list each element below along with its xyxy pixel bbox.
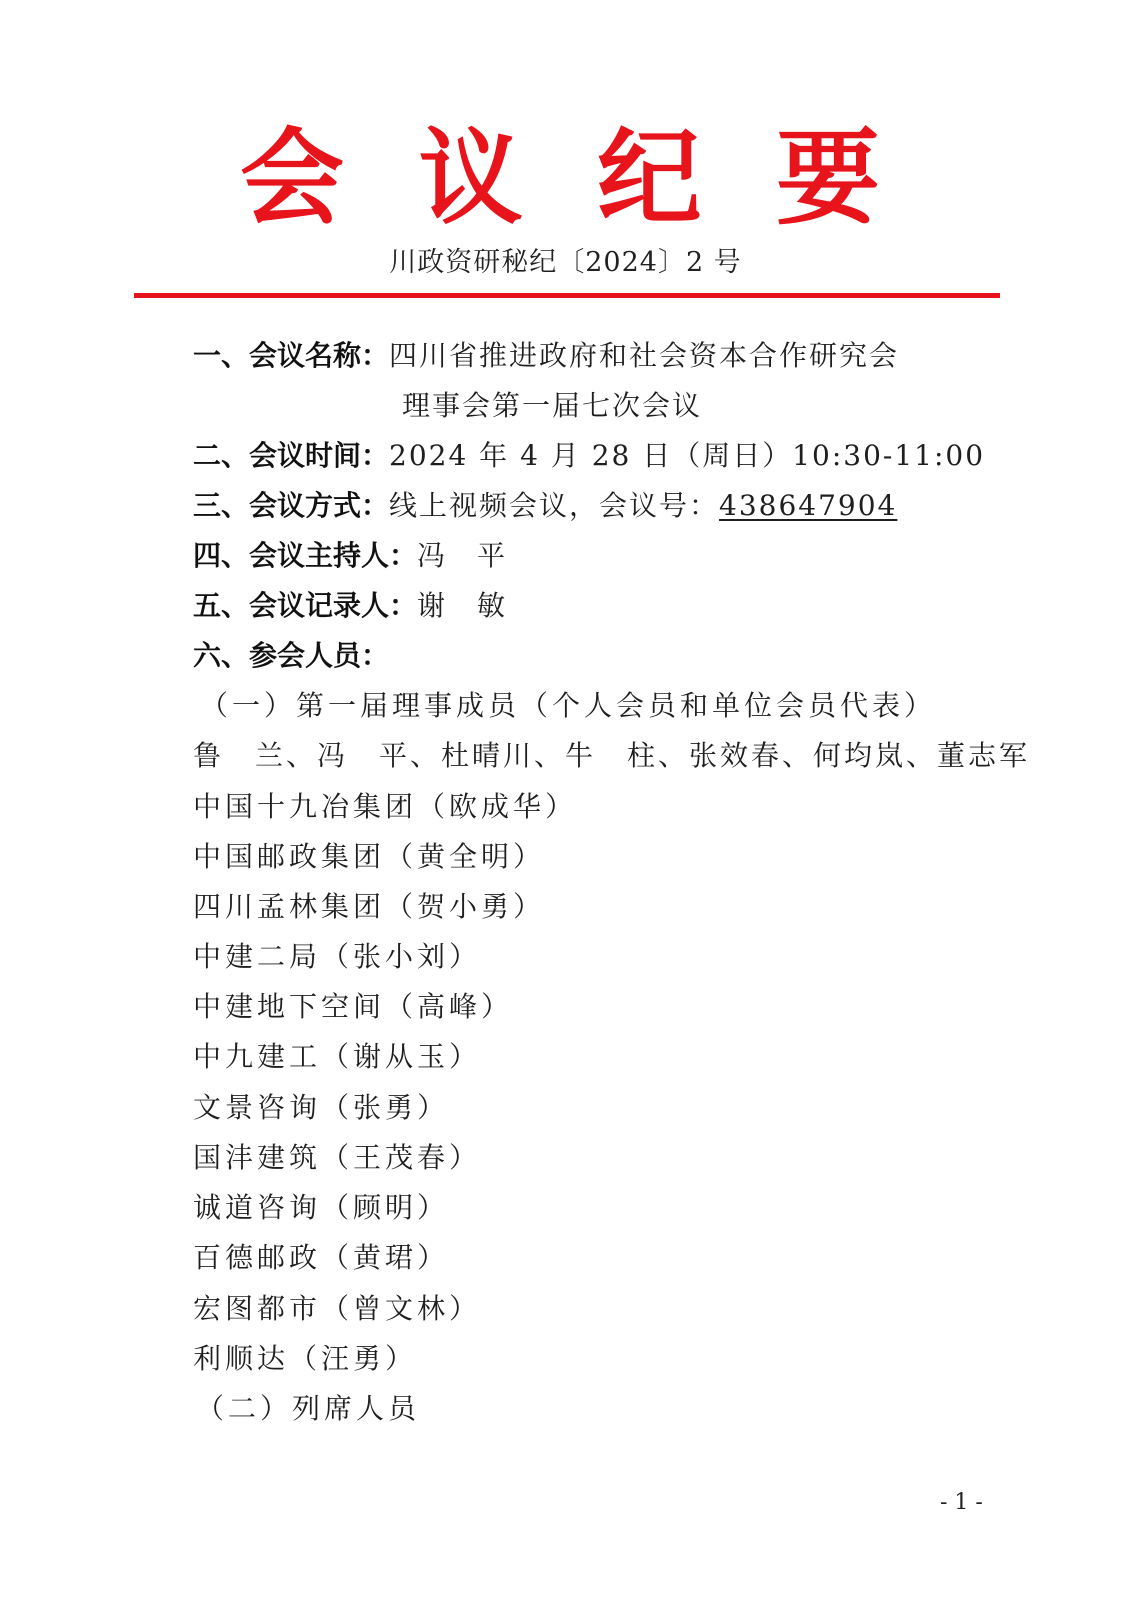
meeting-name-value-line2: 理事会第一届七次会议 — [402, 389, 703, 422]
page-number: - 1 - — [940, 1490, 983, 1515]
unit-member: 中九建工（谢从玉） — [193, 1040, 482, 1073]
red-divider-line — [134, 293, 1000, 298]
title-char-4: 要 — [775, 116, 880, 239]
unit-member: 文景咨询（张勇） — [193, 1091, 450, 1124]
meeting-mode-value: 线上视频会议，会议号： — [389, 489, 720, 522]
unit-member: 中建地下空间（高峰） — [193, 990, 514, 1023]
meeting-recorder-value: 谢 敏 — [417, 589, 508, 622]
meeting-time-row — [193, 438, 985, 474]
meeting-time-value: 2024 年 4 月 28 日（周日）10:30-11:00 — [389, 439, 986, 472]
unit-member: 百德邮政（黄珺） — [193, 1241, 450, 1274]
meeting-mode-row — [193, 488, 897, 524]
title-char-3: 纪 — [597, 116, 702, 239]
meeting-host-row — [193, 538, 507, 574]
unit-member: 中国邮政集团（黄全明） — [193, 840, 546, 873]
unit-member: 利顺达（汪勇） — [193, 1342, 418, 1375]
unit-member: 诚道咨询（顾明） — [193, 1191, 450, 1224]
meeting-time-label: 二、会议时间： — [193, 439, 390, 472]
attendees-row — [193, 638, 389, 674]
group2-heading: （二）列席人员 — [196, 1392, 421, 1425]
meeting-id: 438647904 — [719, 489, 898, 522]
attendees-label: 六、参会人员： — [193, 639, 390, 672]
title-char-2: 议 — [418, 116, 523, 239]
document-title — [240, 118, 880, 238]
unit-member: 国沣建筑（王茂春） — [193, 1141, 482, 1174]
unit-member: 中建二局（张小刘） — [193, 940, 482, 973]
group1-heading: （一）第一届理事成员（个人会员和单位会员代表） — [200, 689, 937, 722]
meeting-name-row — [193, 338, 899, 374]
meeting-name-label: 一、会议名称： — [193, 339, 390, 372]
meeting-recorder-row — [193, 588, 507, 624]
meeting-name-continuation — [402, 388, 702, 424]
document-number: 川政资研秘纪〔2024〕2 号 — [389, 247, 742, 278]
title-char-1: 会 — [240, 116, 345, 239]
meeting-name-value: 四川省推进政府和社会资本合作研究会 — [389, 339, 900, 372]
unit-member: 宏图都市（曾文林） — [193, 1292, 482, 1325]
unit-member: 中国十九冶集团（欧成华） — [193, 790, 578, 823]
meeting-host-label: 四、会议主持人： — [193, 539, 418, 572]
meeting-mode-label: 三、会议方式： — [193, 489, 390, 522]
meeting-host-value: 冯 平 — [417, 539, 508, 572]
individual-members: 鲁 兰、冯 平、杜晴川、牛 柱、张效春、何均岚、董志军 — [193, 739, 1031, 772]
unit-member: 四川孟林集团（贺小勇） — [193, 890, 546, 923]
meeting-recorder-label: 五、会议记录人： — [193, 589, 418, 622]
